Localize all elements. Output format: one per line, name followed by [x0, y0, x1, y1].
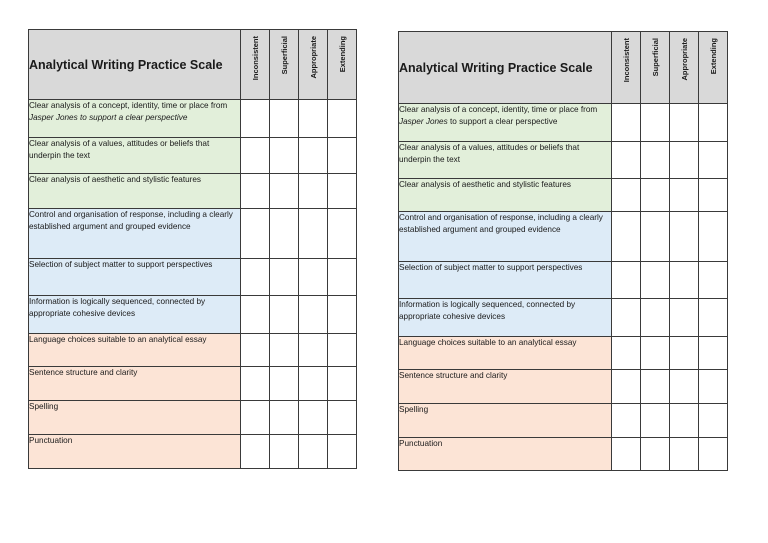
criterion-row — [29, 174, 357, 209]
rating-box-superficial[interactable] — [270, 259, 299, 296]
rating-box-extending[interactable] — [328, 138, 357, 174]
criterion-row — [399, 212, 728, 262]
rating-box-extending[interactable] — [328, 296, 357, 334]
rating-box-appropriate[interactable] — [670, 299, 699, 337]
rating-box-appropriate[interactable] — [299, 259, 328, 296]
criterion-text: Clear analysis of a values, attitudes or beliefs that underpin the text — [399, 143, 580, 164]
column-header-inconsistent — [612, 32, 641, 104]
criterion-text: Selection of subject matter to support perspectives — [29, 260, 213, 269]
criterion-text: Punctuation — [399, 439, 443, 448]
criterion-row — [399, 438, 728, 471]
rating-box-inconsistent[interactable] — [612, 337, 641, 370]
criterion-row — [399, 179, 728, 212]
column-header-label: Appropriate — [308, 36, 318, 79]
criterion-cell — [29, 259, 241, 296]
criterion-row — [29, 209, 357, 259]
rating-box-superficial[interactable] — [641, 104, 670, 142]
rating-box-extending[interactable] — [699, 438, 728, 471]
rating-box-inconsistent[interactable] — [241, 401, 270, 435]
column-header-label: Appropriate — [679, 38, 689, 81]
rating-box-inconsistent[interactable] — [241, 435, 270, 469]
column-header-label: Inconsistent — [250, 36, 260, 81]
criterion-cell — [399, 262, 612, 299]
criterion-text-suffix: to support a clear perspective — [447, 117, 558, 126]
rating-box-extending[interactable] — [328, 259, 357, 296]
rating-box-superficial[interactable] — [270, 209, 299, 259]
criterion-text: Spelling — [399, 405, 429, 414]
criterion-cell — [29, 296, 241, 334]
rating-box-appropriate[interactable] — [299, 174, 328, 209]
rating-box-superficial[interactable] — [641, 438, 670, 471]
column-header-label: Superficial — [279, 36, 289, 75]
criterion-row — [29, 259, 357, 296]
rating-box-extending[interactable] — [699, 370, 728, 404]
rating-box-superficial[interactable] — [270, 401, 299, 435]
criterion-text: Punctuation — [29, 436, 73, 445]
rating-box-appropriate[interactable] — [670, 262, 699, 299]
criterion-cell — [399, 370, 612, 404]
rating-box-inconsistent[interactable] — [612, 404, 641, 438]
criterion-text: Control and organisation of response, including a clearly established argument and grouped evidence — [29, 210, 233, 231]
column-header-inconsistent — [241, 30, 270, 100]
column-header-appropriate — [299, 30, 328, 100]
rating-box-superficial[interactable] — [641, 142, 670, 179]
rating-box-extending[interactable] — [699, 337, 728, 370]
rating-box-extending[interactable] — [328, 100, 357, 138]
criterion-row — [399, 142, 728, 179]
criterion-row — [29, 367, 357, 401]
rating-box-inconsistent[interactable] — [612, 104, 641, 142]
rating-box-appropriate[interactable] — [299, 334, 328, 367]
criterion-row — [29, 296, 357, 334]
rating-box-inconsistent[interactable] — [241, 259, 270, 296]
criterion-text: Spelling — [29, 402, 59, 411]
table-title: Analytical Writing Practice Scale — [399, 32, 612, 104]
rating-box-inconsistent[interactable] — [612, 299, 641, 337]
criterion-text: Sentence structure and clarity — [29, 368, 138, 377]
rating-box-appropriate[interactable] — [299, 138, 328, 174]
rating-box-superficial[interactable] — [641, 299, 670, 337]
rating-box-inconsistent[interactable] — [241, 334, 270, 367]
criterion-cell — [29, 334, 241, 367]
column-header-superficial — [641, 32, 670, 104]
rating-box-extending[interactable] — [328, 334, 357, 367]
criterion-cell — [399, 299, 612, 337]
criterion-cell — [399, 179, 612, 212]
rating-box-appropriate[interactable] — [670, 142, 699, 179]
criterion-cell — [29, 209, 241, 259]
rating-box-superficial[interactable] — [270, 367, 299, 401]
column-header-appropriate — [670, 32, 699, 104]
rating-box-appropriate[interactable] — [670, 337, 699, 370]
criterion-row — [399, 404, 728, 438]
column-header-extending — [328, 30, 357, 100]
column-header-extending — [699, 32, 728, 104]
rating-box-appropriate[interactable] — [670, 104, 699, 142]
criterion-text: Information is logically sequenced, connected by appropriate cohesive devices — [29, 297, 206, 318]
rating-box-inconsistent[interactable] — [612, 179, 641, 212]
rating-box-superficial[interactable] — [270, 138, 299, 174]
rating-box-appropriate[interactable] — [670, 179, 699, 212]
rating-box-extending[interactable] — [328, 209, 357, 259]
rating-box-appropriate[interactable] — [670, 438, 699, 471]
criterion-cell — [29, 138, 241, 174]
rating-box-superficial[interactable] — [270, 334, 299, 367]
criterion-cell — [399, 212, 612, 262]
column-header-label: Extending — [337, 36, 347, 73]
criterion-cell — [399, 142, 612, 179]
rating-box-extending[interactable] — [699, 404, 728, 438]
rating-box-appropriate[interactable] — [299, 296, 328, 334]
criterion-cell — [29, 367, 241, 401]
rating-box-appropriate[interactable] — [299, 367, 328, 401]
rating-box-inconsistent[interactable] — [612, 142, 641, 179]
rating-box-extending[interactable] — [328, 367, 357, 401]
rating-box-inconsistent[interactable] — [241, 174, 270, 209]
column-header-label: Superficial — [650, 38, 660, 77]
rating-box-superficial[interactable] — [641, 212, 670, 262]
criterion-italic-text: Jasper Jones to support a clear perspective — [29, 113, 188, 122]
rating-box-inconsistent[interactable] — [612, 262, 641, 299]
rating-box-superficial[interactable] — [641, 179, 670, 212]
rating-box-appropriate[interactable] — [299, 435, 328, 469]
rating-box-extending[interactable] — [699, 142, 728, 179]
rating-box-appropriate[interactable] — [299, 401, 328, 435]
rating-box-inconsistent[interactable] — [241, 296, 270, 334]
criterion-text: Clear analysis of a values, attitudes or beliefs that underpin the text — [29, 139, 210, 160]
criterion-text: Clear analysis of aesthetic and stylistic features — [29, 175, 202, 184]
criterion-text: Language choices suitable to an analytical essay — [29, 335, 207, 344]
criterion-text: Information is logically sequenced, connected by appropriate cohesive devices — [399, 300, 576, 321]
rating-box-extending[interactable] — [328, 174, 357, 209]
criterion-cell — [29, 174, 241, 209]
criterion-cell — [399, 337, 612, 370]
rating-box-inconsistent[interactable] — [241, 367, 270, 401]
rubric-table-left — [28, 29, 357, 469]
rating-box-appropriate[interactable] — [670, 370, 699, 404]
rating-box-extending[interactable] — [699, 299, 728, 337]
rating-box-appropriate[interactable] — [299, 209, 328, 259]
table-title: Analytical Writing Practice Scale — [29, 30, 241, 100]
criterion-cell — [29, 401, 241, 435]
criterion-row — [399, 337, 728, 370]
rating-box-superficial[interactable] — [270, 100, 299, 138]
header-row — [399, 32, 728, 104]
criterion-cell — [399, 404, 612, 438]
rating-box-extending[interactable] — [699, 212, 728, 262]
criterion-cell — [29, 100, 241, 138]
rating-box-superficial[interactable] — [641, 262, 670, 299]
column-header-superficial — [270, 30, 299, 100]
rating-box-superficial[interactable] — [270, 435, 299, 469]
criterion-row — [29, 435, 357, 469]
criterion-text: Selection of subject matter to support perspectives — [399, 263, 583, 272]
criterion-cell — [399, 104, 612, 142]
criterion-cell — [29, 435, 241, 469]
header-row — [29, 30, 357, 100]
criterion-row — [29, 100, 357, 138]
rating-box-extending[interactable] — [699, 104, 728, 142]
column-header-label: Inconsistent — [621, 38, 631, 83]
criterion-text: Clear analysis of aesthetic and stylistic features — [399, 180, 572, 189]
rating-box-appropriate[interactable] — [299, 100, 328, 138]
criterion-row — [399, 299, 728, 337]
rating-box-superficial[interactable] — [270, 296, 299, 334]
rating-box-extending[interactable] — [328, 435, 357, 469]
rating-box-extending[interactable] — [699, 179, 728, 212]
criterion-cell — [399, 438, 612, 471]
criterion-text: Control and organisation of response, including a clearly established argument and grouped evidence — [399, 213, 603, 234]
rating-box-superficial[interactable] — [270, 174, 299, 209]
criterion-italic-text: Jasper Jones — [399, 117, 448, 126]
criterion-row — [29, 334, 357, 367]
rating-box-inconsistent[interactable] — [612, 212, 641, 262]
criterion-row — [399, 104, 728, 142]
rating-box-extending[interactable] — [699, 262, 728, 299]
criterion-row — [399, 370, 728, 404]
rating-box-superficial[interactable] — [641, 370, 670, 404]
rating-box-superficial[interactable] — [641, 337, 670, 370]
column-header-label: Extending — [708, 38, 718, 75]
criterion-row — [29, 401, 357, 435]
rating-box-appropriate[interactable] — [670, 404, 699, 438]
rubric-table-right — [398, 31, 728, 471]
rating-box-inconsistent[interactable] — [612, 370, 641, 404]
criterion-row — [29, 138, 357, 174]
criterion-text: Language choices suitable to an analytical essay — [399, 338, 577, 347]
rating-box-inconsistent[interactable] — [241, 100, 270, 138]
rating-box-inconsistent[interactable] — [241, 138, 270, 174]
criterion-text: Clear analysis of a concept, identity, time or place from — [29, 101, 228, 110]
rating-box-extending[interactable] — [328, 401, 357, 435]
criterion-text: Sentence structure and clarity — [399, 371, 508, 380]
rating-box-inconsistent[interactable] — [241, 209, 270, 259]
criterion-row — [399, 262, 728, 299]
rating-box-superficial[interactable] — [641, 404, 670, 438]
rating-box-appropriate[interactable] — [670, 212, 699, 262]
criterion-text: Clear analysis of a concept, identity, time or place from — [399, 105, 598, 114]
rating-box-inconsistent[interactable] — [612, 438, 641, 471]
